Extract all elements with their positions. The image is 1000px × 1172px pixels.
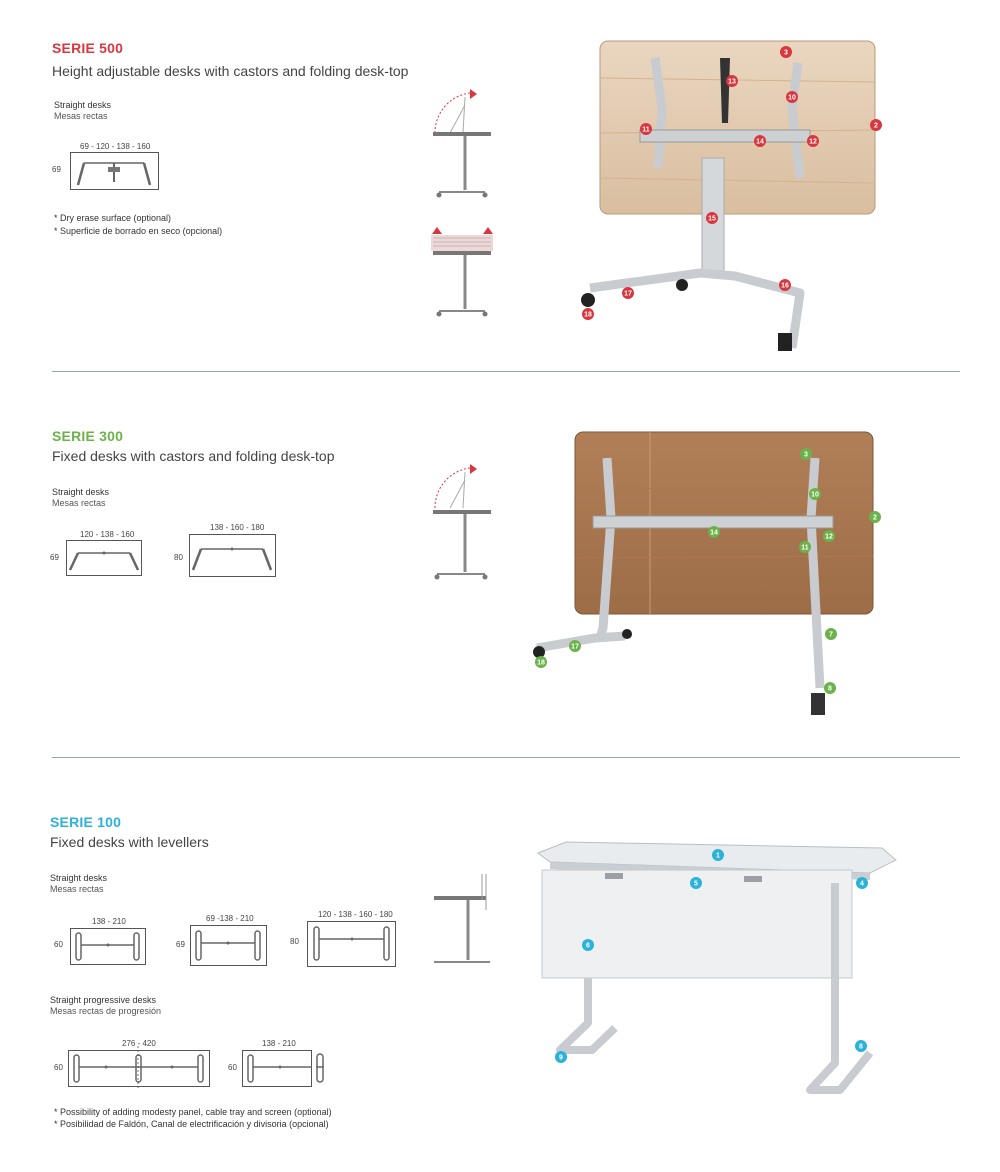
serie-300-plan2-widths: 138 - 160 - 180 [210,523,265,532]
serie-300-part-markers [525,428,885,728]
serie-100-plan1-widths: 138 - 210 [92,917,126,926]
part-marker-4 [856,877,868,889]
svg-text:10: 10 [811,491,819,499]
serie-500-tilt-profile [425,85,495,200]
svg-text:18: 18 [537,659,545,667]
part-marker-2 [869,511,881,523]
part-marker-10 [809,488,821,500]
serie-100-note-es: * Posibilidad de Faldón, Canal de electrificación y divisoria (opcional) [54,1119,329,1129]
serie-100-side-profile [430,870,495,965]
serie-500-subtitle: Height adjustable desks with castors and folding desk-top [52,63,409,79]
serie-100-plan1-depth: 60 [54,940,63,949]
serie-500-straight-label-es: Mesas rectas [54,111,108,121]
part-marker-7 [825,628,837,640]
serie-100-note: * Possibility of adding modesty panel, cable tray and screen (optional) [54,1107,332,1117]
serie-100-plan3-depth: 80 [290,937,299,946]
serie-300-plan2 [189,534,279,579]
part-marker-10 [786,91,798,103]
svg-text:2: 2 [874,122,878,130]
part-marker-3 [800,448,812,460]
part-marker-6 [582,939,594,951]
serie-100-plan2 [190,925,270,970]
serie-100-straight-label: Straight desks [50,873,108,883]
part-marker-18 [582,308,594,320]
svg-text:12: 12 [825,533,833,541]
part-marker-13 [726,75,738,87]
part-marker-2 [870,119,882,131]
svg-text:16: 16 [781,282,789,290]
serie-100-prog1-plan [68,1050,214,1090]
svg-text:9: 9 [559,1054,563,1062]
svg-text:13: 13 [728,78,736,86]
serie-100-prog1-depth: 60 [54,1063,63,1072]
serie-100-plan1 [70,928,150,968]
svg-text:3: 3 [804,451,808,459]
part-marker-3 [780,46,792,58]
svg-text:11: 11 [642,126,650,134]
serie-100-prog2-depth: 60 [228,1063,237,1072]
part-marker-11 [640,123,652,135]
serie-100-plan2-widths: 69 -138 - 210 [206,914,254,923]
svg-text:8: 8 [859,1043,863,1051]
svg-text:6: 6 [586,942,590,950]
serie-100-title: SERIE 100 [50,814,122,830]
svg-text:4: 4 [860,880,864,888]
part-marker-1 [712,849,724,861]
svg-text:14: 14 [710,529,718,537]
part-marker-17 [569,640,581,652]
part-marker-5 [690,877,702,889]
serie-500-note-es: * Superficie de borrado en seco (opcional) [54,226,223,236]
serie-500-part-markers [570,38,890,358]
part-marker-11 [799,541,811,553]
serie-100-plan2-depth: 69 [176,940,185,949]
svg-text:12: 12 [809,138,817,146]
part-marker-8 [824,682,836,694]
serie-100-prog1-widths: 276 - 420 [122,1039,156,1048]
svg-text:15: 15 [708,215,716,223]
svg-text:1: 1 [716,852,720,860]
serie-100-plan3 [307,921,399,969]
svg-text:7: 7 [829,631,833,639]
svg-text:5: 5 [694,880,698,888]
part-marker-14 [708,526,720,538]
serie-500-note: * Dry erase surface (optional) [54,213,172,223]
part-marker-15 [706,212,718,224]
serie-100-subtitle: Fixed desks with levellers [50,834,209,850]
svg-text:18: 18 [584,311,592,319]
svg-text:2: 2 [873,514,877,522]
serie-500-plan-depth: 69 [52,165,61,174]
serie-100-plan3-widths: 120 - 138 - 160 - 180 [318,910,393,919]
serie-300-title: SERIE 300 [52,428,124,444]
part-marker-8 [855,1040,867,1052]
svg-text:3: 3 [784,49,788,57]
serie-500-plan-widths: 69 - 120 - 138 - 160 [80,142,151,151]
part-marker-17 [622,287,634,299]
part-marker-12 [807,135,819,147]
section-divider [52,757,960,758]
serie-100-straight-label-es: Mesas rectas [50,884,104,894]
svg-text:10: 10 [788,94,796,102]
serie-300-straight-label-es: Mesas rectas [52,498,106,508]
serie-100-progressive-label-es: Mesas rectas de progresión [50,1006,162,1016]
serie-500-title: SERIE 500 [52,40,124,56]
serie-100-part-markers [530,838,900,1103]
serie-500-desk-plan [70,152,170,192]
svg-text:8: 8 [828,685,832,693]
svg-text:17: 17 [624,290,632,298]
serie-300-subtitle: Fixed desks with castors and folding desk-top [52,448,335,464]
part-marker-12 [823,530,835,542]
serie-500-straight-label: Straight desks [54,100,112,110]
serie-300-plan1 [66,540,146,578]
serie-300-plan1-widths: 120 - 138 - 160 [80,530,135,539]
serie-500-height-profile [425,225,495,320]
part-marker-16 [779,279,791,291]
section-divider [52,371,960,372]
serie-300-plan2-depth: 80 [174,553,183,562]
serie-300-tilt-profile [425,460,495,580]
serie-300-straight-label: Straight desks [52,487,110,497]
svg-text:11: 11 [801,544,809,552]
part-marker-18 [535,656,547,668]
svg-text:17: 17 [571,643,579,651]
serie-100-prog2-plan [242,1050,334,1090]
serie-100-progressive-label: Straight progressive desks [50,995,157,1005]
svg-text:14: 14 [756,138,764,146]
part-marker-9 [555,1051,567,1063]
serie-100-prog2-widths: 138 - 210 [262,1039,296,1048]
serie-300-plan1-depth: 69 [50,553,59,562]
part-marker-14 [754,135,766,147]
